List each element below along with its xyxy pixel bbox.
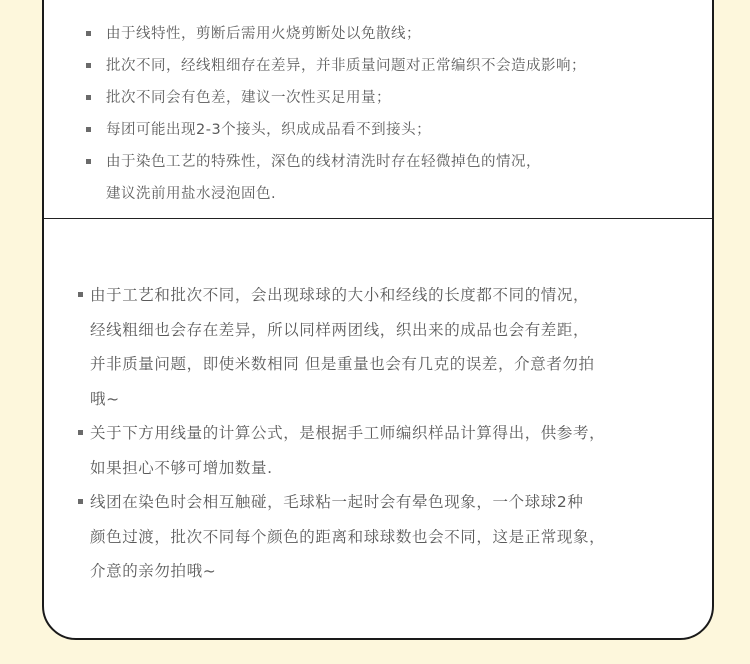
note-text: 由于染色工艺的特殊性，深色的线材清洗时存在轻微掉色的情况， 建议洗前用盐水浸泡固色.: [106, 154, 541, 202]
square-bullet-icon: [86, 127, 91, 132]
notice-card: [42, 0, 714, 640]
note-text: 线团在染色时会相互触碰，毛球粘一起时会有晕色现象，一个球球2种 颜色过渡，批次不同每个颜色的距离和球球数也会不同，这是正常现象， 介意的亲勿拍哦~: [90, 493, 606, 580]
square-bullet-icon: [86, 95, 91, 100]
square-bullet-icon: [86, 63, 91, 68]
list-item: [84, 114, 704, 146]
list-item: [76, 416, 706, 485]
list-item: [84, 50, 704, 82]
note-text: 由于线特性，剪断后需用火烧剪断处以免散线；: [106, 26, 421, 42]
list-item: [76, 485, 706, 589]
square-bullet-icon: [78, 499, 83, 504]
square-bullet-icon: [86, 31, 91, 36]
section-divider: [44, 218, 712, 219]
list-item: [84, 146, 704, 210]
square-bullet-icon: [86, 159, 91, 164]
square-bullet-icon: [78, 292, 83, 297]
note-text: 批次不同，经线粗细存在差异，并非质量问题对正常编织不会造成影响；: [106, 58, 586, 74]
bottom-notes-list: [76, 278, 706, 589]
note-text: 每团可能出现2-3个接头，织成成品看不到接头；: [106, 122, 432, 138]
list-item: [76, 278, 706, 416]
note-text: 批次不同会有色差，建议一次性买足用量；: [106, 90, 391, 106]
note-text: 关于下方用线量的计算公式，是根据手工师编织样品计算得出，供参考， 如果担心不够可增加数量.: [90, 424, 606, 477]
note-text: 由于工艺和批次不同，会出现球球的大小和经线的长度都不同的情况， 经线粗细也会存在差异，所以同样两团线，织出来的成品也会有差距， 并非质量问题，即使米数相同 但是重量也会有几克的误差，介意者勿拍 哦~: [90, 286, 595, 408]
top-notes-list: [84, 18, 704, 210]
square-bullet-icon: [78, 430, 83, 435]
list-item: [84, 18, 704, 50]
list-item: [84, 82, 704, 114]
